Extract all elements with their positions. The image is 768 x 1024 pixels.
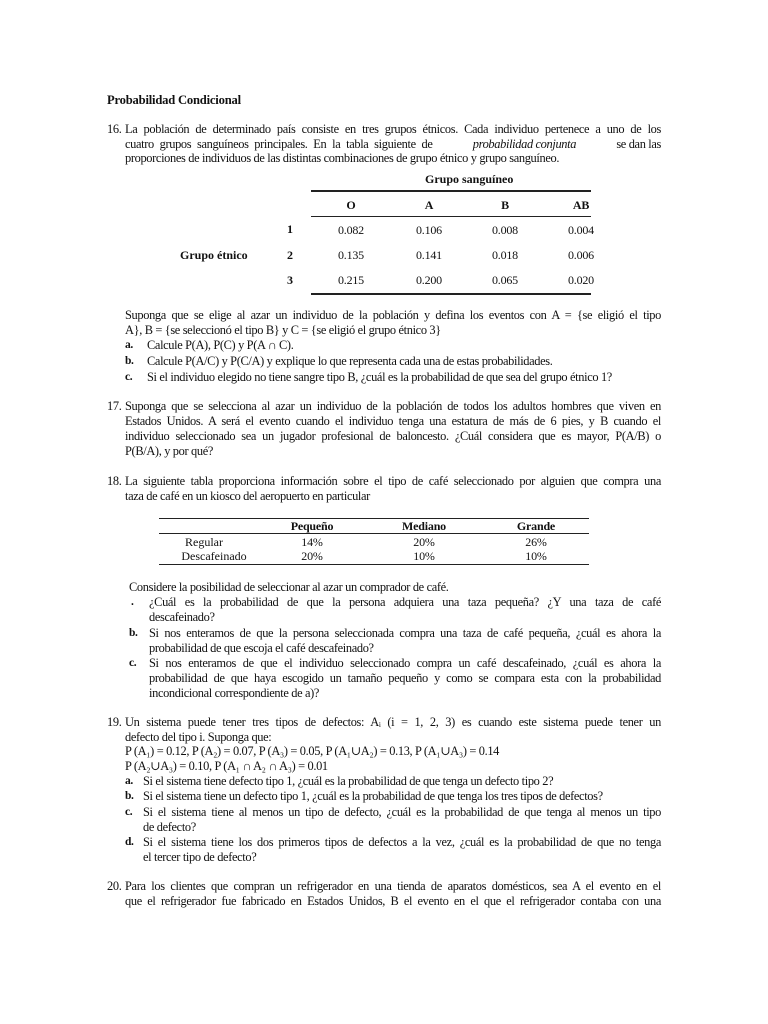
table1-header-O: O (346, 198, 356, 212)
q18-number: 18. (107, 474, 122, 488)
q19-line-2: defecto del tipo i. Suponga que: (125, 730, 272, 744)
table1-col-group-label: Grupo sanguíneo (425, 172, 514, 186)
q19-item-b-line: Si el sistema tiene un defecto tipo 1, ¿cuál es la probabilidad de que tenga los tres tipos de defectos? (143, 789, 603, 803)
table1-cell: 0.135 (337, 248, 364, 262)
q20-line: Para los clientes que compran un refrigerador en una tienda de aparatos domésticos, sea A el evento en el (125, 879, 661, 893)
table1-header-rule (311, 216, 591, 217)
q16-joint-probability-term: probabilidad conjunta (472, 137, 577, 151)
q16-item-c: Si el individuo elegido no tiene sangre tipo B, ¿cuál es la probabilidad de que sea del grupo étnico 1? (147, 370, 612, 384)
q18-item-c-line: Si nos enteramos de que el individuo seleccionado compra un café descafeinado, ¿cuál es ahora la (149, 656, 661, 670)
table2-row-label: Descafeinado (181, 549, 247, 563)
table1-row-label: 3 (287, 273, 293, 287)
q18-item-b-line: Si nos enteramos de que la persona seleccionada compra una taza de café pequeña, ¿cuál es ahora la (149, 626, 661, 640)
table1-cell: 0.141 (415, 248, 442, 262)
q16-line-1: La población de determinado país consiste en tres grupos étnicos. Cada individuo pertenece a uno de los (125, 122, 661, 136)
table2-cell: 14% (301, 535, 323, 549)
q17-line: individuo seleccionado sea un jugador profesional de baloncesto. ¿Cuál considera que es mayor, P(A/B) o (125, 429, 661, 443)
q16-number: 16. (107, 122, 122, 136)
table1-cell: 0.020 (567, 273, 594, 287)
table2-row-label: Regular (185, 535, 223, 549)
table1-cell: 0.004 (567, 223, 594, 237)
table2-cell: 10% (525, 549, 547, 563)
q19-item-c-line: de defecto? (143, 820, 196, 834)
table1-cell: 0.018 (491, 248, 518, 262)
table1-top-rule (311, 190, 591, 192)
q20-line: que el refrigerador fue fabricado en Estados Unidos, B el evento en el que el refrigerador contaba con una (125, 894, 661, 908)
table2-header: Grande (516, 519, 556, 533)
q19-item-label: d. (125, 836, 134, 848)
table1-cell: 0.215 (337, 273, 364, 287)
q19-number: 19. (107, 715, 122, 729)
table2-header: Pequeño (290, 519, 334, 533)
q18-item-a-line: descafeinado? (149, 610, 215, 624)
q18-consider: Considere la posibilidad de seleccionar al azar un comprador de café. (129, 580, 449, 594)
table1-header-A: A (424, 198, 434, 212)
q19-item-d-line: el tercer tipo de defecto? (143, 850, 257, 864)
table1-cell: 0.006 (567, 248, 594, 262)
table2-bottom-rule (159, 564, 589, 565)
q19-equations-1: P (A₁) = 0.12, P (A₂) = 0.07, P (A₃) = 0.05, P (A₁∪A₂) = 0.13, P (A₁∪A₃) = 0.14 (125, 744, 500, 758)
q18-item-label: c. (129, 657, 137, 669)
q16-item-a: Calcule P(A), P(C) y P(A ∩ C). (147, 338, 294, 352)
table1-row-label: 1 (287, 222, 293, 236)
table2-header: Mediano (402, 519, 446, 533)
table1-cell: 0.106 (415, 223, 442, 237)
q16-item-label: c. (125, 371, 133, 383)
table1-cell: 0.082 (337, 223, 364, 237)
q16-suppose-1: Suponga que se elige al azar un individuo de la población y defina los eventos con A = {se eligió el tipo (125, 308, 661, 322)
q16-line-2-a: cuatro grupos sanguíneos principales. En la tabla siguiente de (125, 137, 433, 151)
section-title: Probabilidad Condicional (107, 93, 241, 107)
table1-bottom-rule (311, 293, 591, 295)
table1-header-B: B (501, 198, 509, 212)
q18-line: La siguiente tabla proporciona información sobre el tipo de café seleccionado por alguien que compra una (125, 474, 661, 488)
table1-cell: 0.065 (491, 273, 518, 287)
table2-cell: 20% (301, 549, 323, 563)
q19-item-d-line: Si el sistema tiene los dos primeros tipos de defectos a la vez, ¿cuál es la probabilidad de que no tenga (143, 835, 661, 849)
q18-item-label: . (131, 596, 134, 608)
q19-item-c-line: Si el sistema tiene al menos un tipo de defecto, ¿cuál es la probabilidad de que tenga al menos un tipo (143, 805, 661, 819)
table1-row-group-label: Grupo étnico (180, 248, 248, 262)
q18-line: taza de café en un kiosco del aeropuerto en particular (125, 489, 370, 503)
q17-line: Suponga que se selecciona al azar un individuo de la población de todos los adultos hombres que viven en (125, 399, 661, 413)
q16-suppose-2: A}, B = {se seleccionó el tipo B} y C = {se eligió el grupo étnico 3} (125, 323, 441, 337)
q19-item-label: a. (125, 775, 133, 787)
q16-item-label: a. (125, 339, 133, 351)
table2-header-rule (159, 533, 589, 534)
table1-cell: 0.200 (415, 273, 442, 287)
q17-number: 17. (107, 399, 122, 413)
q19-item-a-line: Si el sistema tiene defecto tipo 1, ¿cuál es la probabilidad de que tenga un defecto tipo 2? (143, 774, 554, 788)
q19-equations-2: P (A₂∪A₃) = 0.10, P (A₁ ∩ A₂ ∩ A₃) = 0.01 (125, 759, 328, 773)
q16-item-b: Calcule P(A/C) y P(C/A) y explique lo que representa cada una de estas probabilidades. (147, 354, 553, 368)
table2-cell: 20% (413, 535, 435, 549)
q16-line-3: proporciones de individuos de las distintas combinaciones de grupo étnico y grupo sanguíneo. (125, 151, 560, 165)
q18-item-b-line: probabilidad de que escoja el café descafeinado? (149, 641, 374, 655)
q16-line-2-b: se dan las (616, 137, 661, 151)
q18-item-c-line: probabilidad de que haya escogido un tamaño pequeño y como se compara esta con la probabilidad (149, 671, 661, 685)
q16-item-label: b. (125, 355, 134, 367)
q19-line-1: Un sistema puede tener tres tipos de defectos: Aᵢ (i = 1, 2, 3) es cuando este sistema puede tener un (125, 715, 661, 729)
table1-row-label: 2 (287, 248, 293, 262)
table2-cell: 26% (525, 535, 547, 549)
q16-line-2 (125, 137, 661, 152)
q17-line: P(B/A), y por qué? (125, 444, 213, 458)
q19-item-label: b. (125, 790, 134, 802)
q18-item-c-line: incondicional correspondiente de a)? (149, 686, 320, 700)
q17-line: Estados Unidos. A será el evento cuando el individuo tenga una estatura de más de 6 pies, y B cuando el (125, 414, 661, 428)
q18-item-label: b. (129, 627, 138, 639)
table2-cell: 10% (413, 549, 435, 563)
q18-item-a-line: ¿Cuál es la probabilidad de que la persona adquiera una taza pequeña? ¿Y una taza de café (149, 595, 661, 609)
table1-cell: 0.008 (491, 223, 518, 237)
q20-number: 20. (107, 879, 122, 893)
table1-header-AB: AB (572, 198, 590, 212)
q19-item-label: c. (125, 806, 133, 818)
